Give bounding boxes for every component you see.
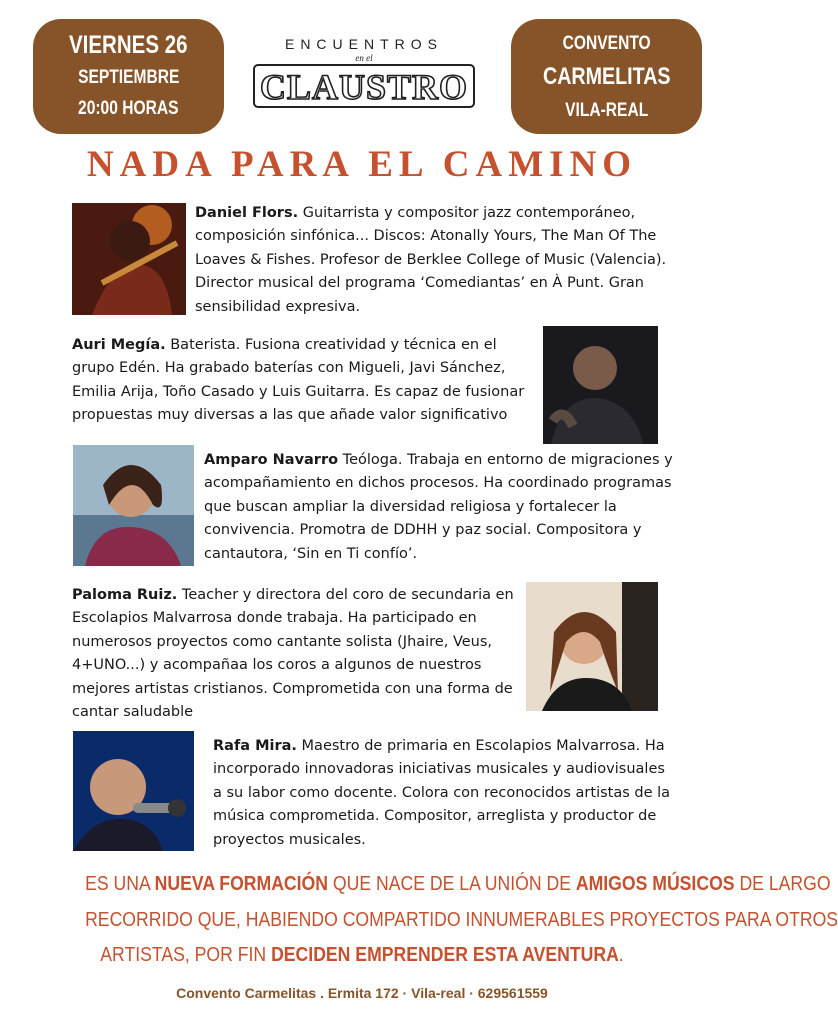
venue-line1: CONVENTO <box>562 32 651 54</box>
logo-small-text: en el <box>355 53 373 63</box>
venue-line3: VILA-REAL <box>564 99 649 121</box>
musician-name: Amparo Navarro <box>204 452 339 468</box>
photo-amparo-navarro <box>73 445 194 566</box>
logo-top-text: ENCUENTROS <box>284 36 443 52</box>
musician-bio: Maestro de primaria en Escolapios Malvarrosa. Ha incorporado innovadoras iniciativas musicales y audiovisuales a su labor como docente. Colora con reconocidos artistas de la música comprometida. Compositor, arreglista y productor de proyectos musicales. <box>213 738 671 848</box>
musician-bio: Guitarrista y compositor jazz contemporáneo, composición sinfónica... Discos: Atonally Yours, The Man Of The Loaves & Fishes. Profesor de Berklee College of Music (Valencia). Director musical del programa ‘Comediantas’ en À Punt. Gran sensibilidad expresiva. <box>195 205 667 315</box>
event-time: 20:00 HORAS <box>78 98 179 119</box>
bio-rafa-mira <box>213 735 673 852</box>
musician-name: Paloma Ruiz. <box>72 587 178 603</box>
closing-line-3: ARTISTAS, POR FIN DECIDEN EMPRENDER ESTA AVENTURA. <box>100 943 624 966</box>
closing-line-1: ES UNA NUEVA FORMACIÓN QUE NACE DE LA UNIÓN DE AMIGOS MÚSICOS DE LARGO <box>85 872 831 895</box>
musician-bio: Baterista. Fusiona creatividad y técnica en el grupo Edén. Ha grabado baterías con Migueli, Javi Sánchez, Emilia Arija, Toño Casado y Luis Guitarra. Es capaz de fusionar propuestas muy diversas a las que añade valor significativo <box>72 337 525 424</box>
contact-footer: Convento Carmelitas . Ermita 172 · Vila-real · 629561559 <box>176 985 548 1001</box>
bio-amparo-navarro <box>204 449 674 566</box>
event-day: VIERNES 26 <box>69 31 188 59</box>
venue-badge <box>511 19 702 134</box>
musician-bio: Teóloga. Trabaja en entorno de migraciones y acompañamiento en dichos procesos. Ha coordinado programas que buscan ampliar la diversidad religiosa y fortalecer la convivencia. Promotra de DDHH y paz social. Compositora y cantautora, ‘Sin en Ti confío’. <box>204 452 673 562</box>
venue-line2: CARMELITAS <box>542 62 671 90</box>
event-month: SEPTIEMBRE <box>77 67 180 88</box>
musician-name: Rafa Mira. <box>213 738 297 754</box>
closing-line-2: RECORRIDO QUE, HABIENDO COMPARTIDO INNUMERABLES PROYECTOS PARA OTROS <box>85 907 838 931</box>
bio-auri-megia <box>72 334 534 428</box>
photo-auri-megia <box>543 326 658 444</box>
musician-bio: Teacher y directora del coro de secundaria en Escolapios Malvarrosa donde trabaja. Ha participado en numerosos proyectos como cantante solista (Jhaire, Veus, 4+UNO...) y acompañaa los coros a algunos de nuestros mejores artistas cristianos. Comprometida con una forma de cantar saludable <box>72 587 514 721</box>
svg-text:CLAUSTRO: CLAUSTRO <box>259 67 469 107</box>
closing-statement <box>40 866 838 973</box>
bio-paloma-ruiz <box>72 584 522 724</box>
date-badge <box>33 19 224 134</box>
encuentros-logo <box>252 36 476 118</box>
photo-paloma-ruiz <box>526 582 658 711</box>
claustro-wordmark <box>252 63 476 109</box>
musician-name: Auri Megía. <box>72 337 166 353</box>
photo-daniel-flors <box>72 203 186 315</box>
musician-name: Daniel Flors. <box>195 205 299 221</box>
page-title: NADA PARA EL CAMINO <box>86 144 638 185</box>
photo-rafa-mira <box>73 731 194 851</box>
bio-daniel-flors <box>195 202 685 319</box>
